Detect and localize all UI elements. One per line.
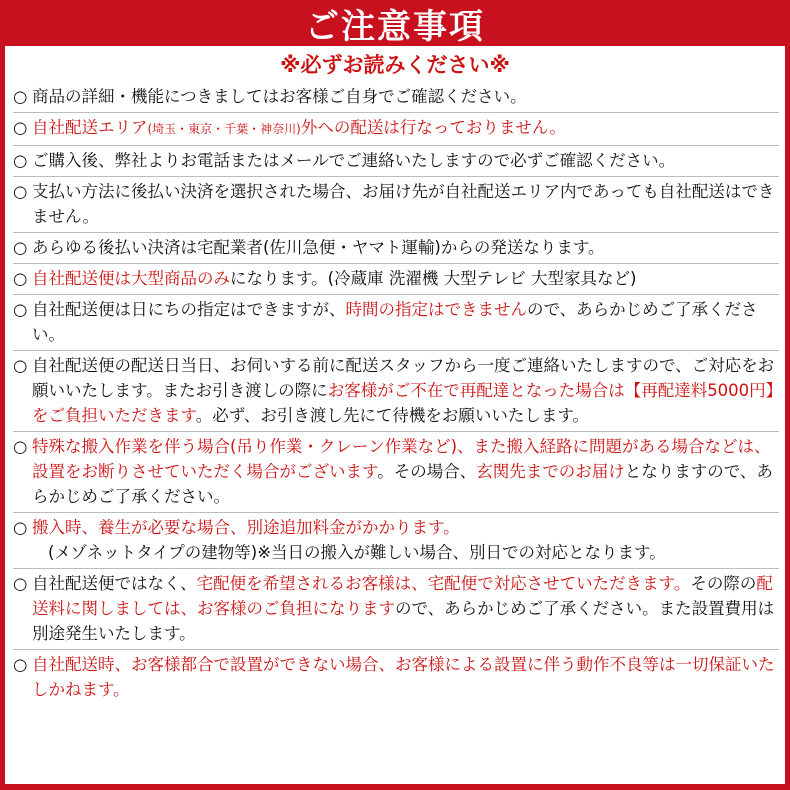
notice-segment-text: その際の <box>690 574 757 593</box>
notice-emphasis-text: 特殊な搬入作業を伴う場合(吊り作業・クレーン作業など)、また搬入経路に問題がある場合などは、設置をお断りさせていただく場合がございます <box>32 437 771 481</box>
notice-emphasis-text: 宅配便を希望されるお客様は、宅配便で対応させていただきます。 <box>196 574 691 593</box>
notice-item <box>13 113 779 146</box>
notice-text <box>32 571 779 646</box>
notice-item <box>13 177 779 233</box>
notice-panel <box>5 46 785 784</box>
notice-emphasis-text: 搬入時、養生が必要な場合、別途追加料金がかかります。 <box>32 518 460 537</box>
notice-emphasis-text: 配送料に関しましては、お客様のご負担になります <box>32 574 773 618</box>
circle-bullet-icon: ○ <box>13 574 28 593</box>
notice-emphasis-text: 自社配送便は大型商品のみ <box>32 269 230 288</box>
circle-bullet-icon: ○ <box>13 151 28 170</box>
notice-item <box>13 264 779 295</box>
circle-bullet-icon: ○ <box>13 300 28 319</box>
circle-bullet-icon: ○ <box>13 437 28 456</box>
notice-emphasis-text: 時間の指定はできません <box>345 300 527 319</box>
circle-bullet-icon: ○ <box>13 238 28 257</box>
notice-emphasis-text: 外への配送は行なっておりません。 <box>300 118 566 137</box>
notice-text <box>32 266 779 291</box>
notice-item <box>13 233 779 264</box>
page-title: ご注意事項 <box>305 6 485 47</box>
notice-segment-text: 自社配送便の配送日当日、お伺いする前に配送スタッフから一度ご連絡いたしますので、ご対応をお願いいたします。またお引き渡しの際に <box>32 356 775 400</box>
notice-text <box>32 148 779 173</box>
notice-text <box>32 652 779 702</box>
notice-text <box>32 434 779 509</box>
notice-list <box>5 82 785 705</box>
notice-segment-text: 自社配送便は日にちの指定はできますが、 <box>32 300 346 319</box>
notice-item <box>13 569 779 650</box>
notice-segment-text: 。その場合、 <box>377 462 477 481</box>
subtitle: ※必ずお読みください※ <box>280 53 510 77</box>
notice-segment-text: 自社配送便ではなく、 <box>32 574 197 593</box>
circle-bullet-icon: ○ <box>13 269 28 288</box>
notice-segment-text: ので、あらかじめご了承ください。 <box>32 300 758 344</box>
notice-segment-text: 支払い方法に後払い決済を選択された場合、お届け先が自社配送エリア内であっても自社配送はできません。 <box>32 182 775 226</box>
notice-text <box>32 515 779 565</box>
notice-emphasis-text: お客様がご不在で再配達となった場合は【再配達料5000円】をご負担いただきます <box>32 381 774 425</box>
circle-bullet-icon: ○ <box>13 518 28 537</box>
notice-text <box>32 179 779 229</box>
circle-bullet-icon: ○ <box>13 182 28 201</box>
circle-bullet-icon: ○ <box>13 356 28 375</box>
circle-bullet-icon: ○ <box>13 655 28 674</box>
notice-item <box>13 146 779 177</box>
notice-segment-text: あらゆる後払い決済は宅配業者(佐川急便・ヤマト運輸)からの発送なります。 <box>32 238 605 257</box>
notice-emphasis-text: 玄関先までのお届け <box>476 462 625 481</box>
notice-item <box>13 650 779 705</box>
notice-text <box>32 115 779 142</box>
notice-item <box>13 82 779 113</box>
circle-bullet-icon: ○ <box>13 118 28 137</box>
notice-emphasis-text: 自社配送エリア <box>32 118 148 137</box>
notice-emphasis-text: 自社配送時、お客様都合で設置ができない場合、お客様による設置に伴う動作不良等は一切保証いたしかねます。 <box>32 655 775 699</box>
notice-segment-text: ので、あらかじめご了承ください。また設置費用は別途発生いたします。 <box>32 599 775 643</box>
circle-bullet-icon: ○ <box>13 87 28 106</box>
notice-item <box>13 513 779 569</box>
notice-segment-text: 。必ず、お引き渡し先にて待機をお願いいたします。 <box>195 406 590 425</box>
notice-item <box>13 295 779 351</box>
notice-segment-text: となりますので、あらかじめご了承ください。 <box>32 462 773 506</box>
notice-text <box>32 84 779 109</box>
notice-segment-text: になります。(冷蔵庫 洗濯機 大型テレビ 大型家具など) <box>230 269 637 288</box>
notice-segment-text: ご購入後、弊社よりお電話またはメールでご連絡いたしますので必ずご確認ください。 <box>32 151 676 170</box>
title-bar <box>0 0 790 46</box>
notice-text <box>32 297 779 347</box>
notice-emphasis-text: (埼玉・東京・千葉・神奈川) <box>147 122 301 136</box>
notice-item <box>13 351 779 432</box>
notice-segment-text: (メゾネットタイプの建物等)※当日の搬入が難しい場合、別日での対応となります。 <box>48 543 666 562</box>
notice-segment-text: 商品の詳細・機能につきましてはお客様ご自身でご確認ください。 <box>32 87 527 106</box>
notice-text <box>32 353 779 428</box>
notice-item <box>13 432 779 513</box>
notice-text <box>32 235 779 260</box>
